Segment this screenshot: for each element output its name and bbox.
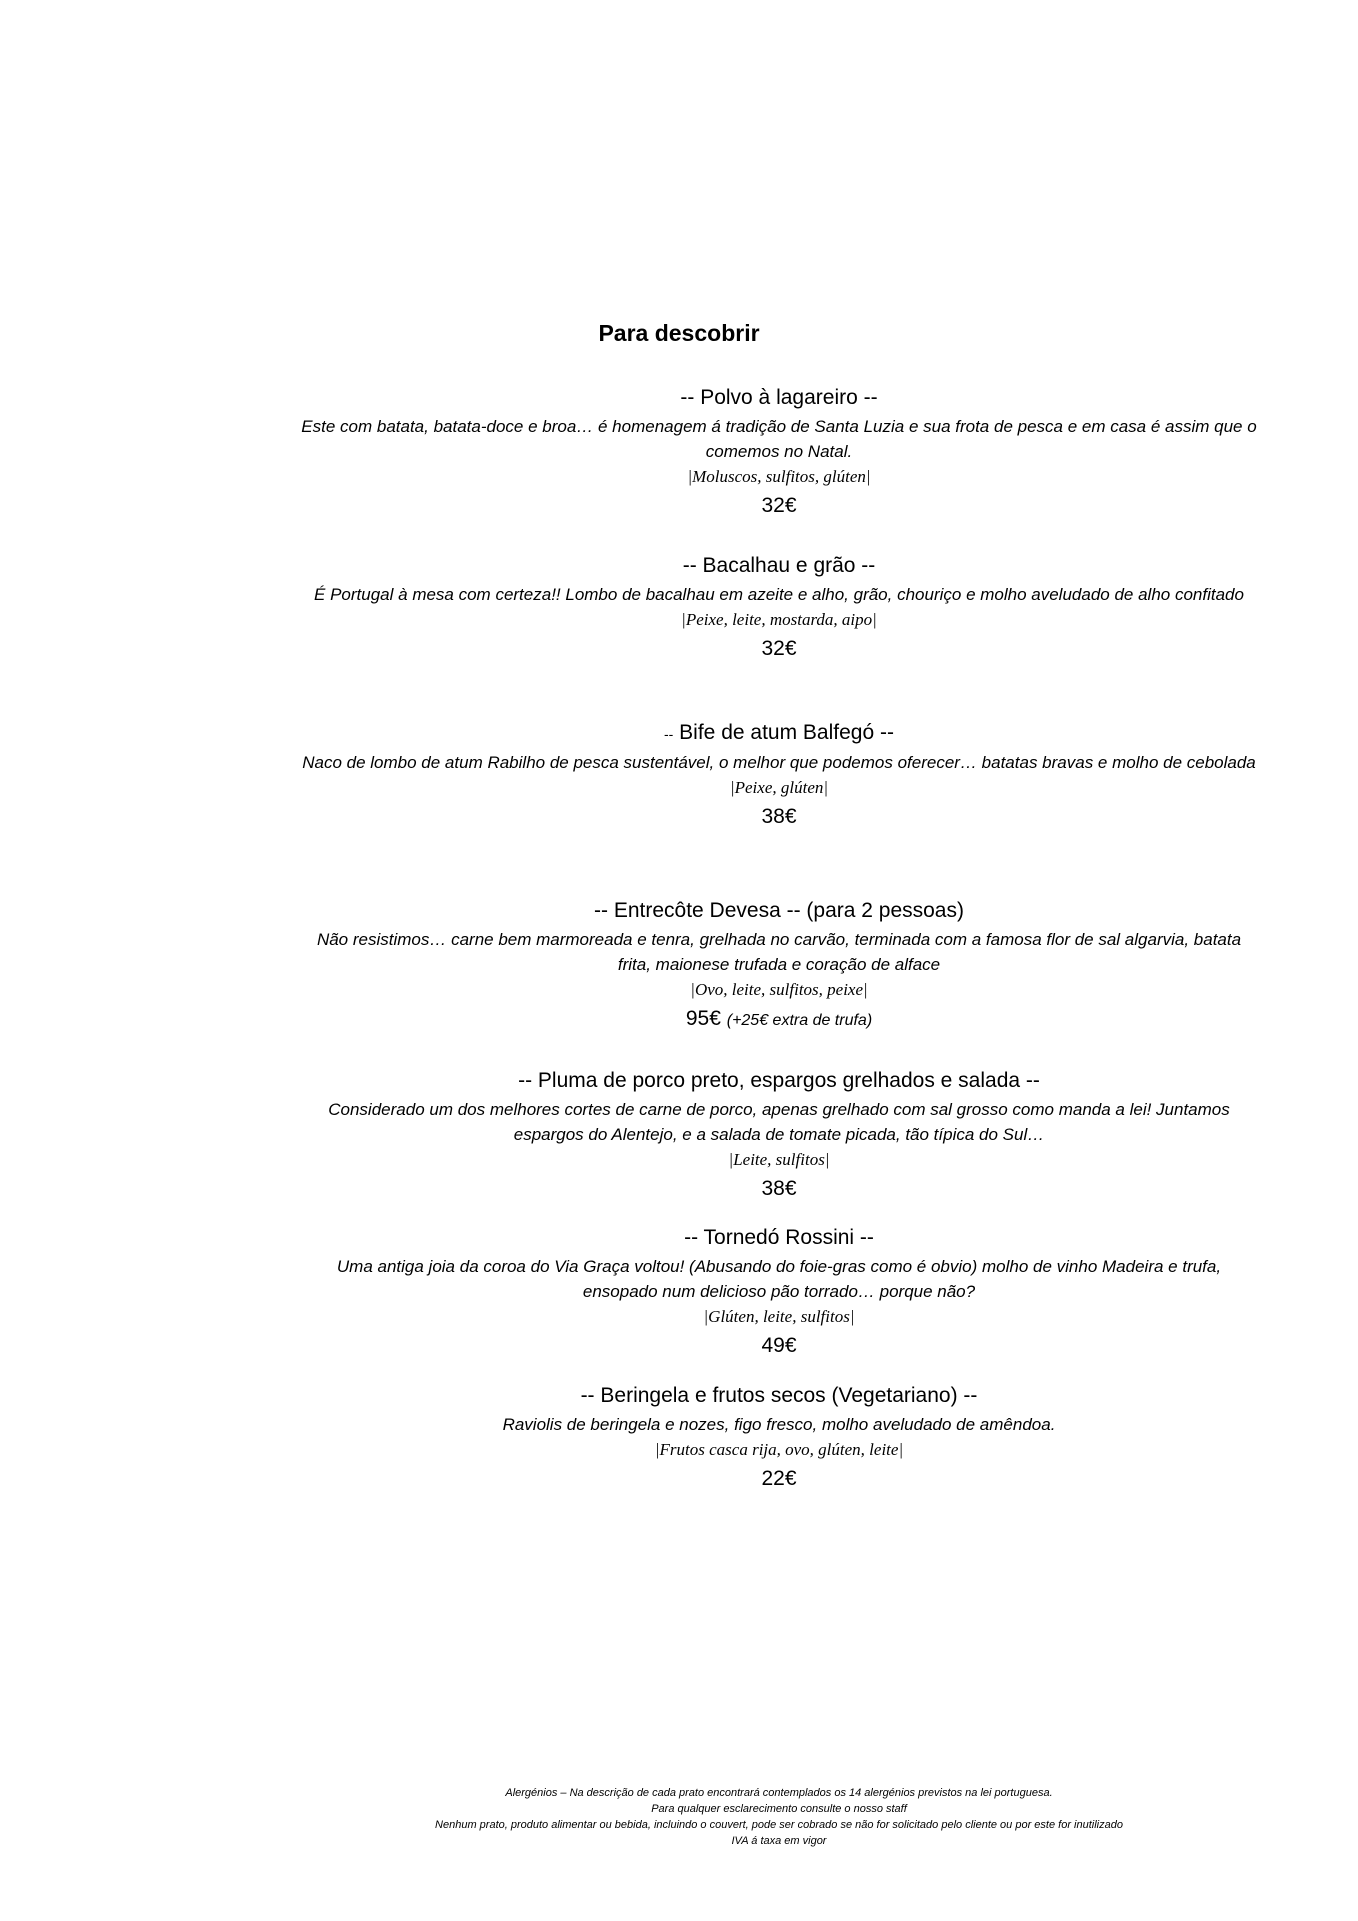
dish-allergens: |Ovo, leite, sulfitos, peixe| [690, 980, 868, 999]
dish-description: Este com batata, batata-doce e broa… é homenagem á tradição de Santa Luzia e sua frota de pesca e em casa é assim que o comemos no Natal. [301, 417, 1257, 461]
dish-description: Não resistimos… carne bem marmoreada e tenra, grelhada no carvão, terminada com a famosa flor de sal algarvia, batata frita, maionese trufada e coração de alface [316, 930, 1242, 974]
dish-price-note: (+25€ extra de trufa) [726, 1012, 873, 1029]
dish-allergens: |Leite, sulfitos| [728, 1150, 830, 1169]
dish-price: 38€ [761, 805, 797, 828]
dish-bacalhau [300, 552, 1258, 664]
dish-pluma [300, 1067, 1258, 1204]
dish-name: -- Bacalhau e grão -- [682, 554, 876, 577]
dish-price: 49€ [761, 1334, 797, 1357]
footer-couvert-note: Nenhum prato, produto alimentar ou bebida, incluindo o couvert, pode ser cobrado se não for solicitado pelo cliente ou por este for inutilizado [435, 1819, 1123, 1831]
dish-price-line [300, 1004, 1258, 1036]
dish-allergens: |Glúten, leite, sulfitos| [703, 1307, 855, 1326]
dish-description: É Portugal à mesa com certeza!! Lombo de bacalhau em azeite e alho, grão, chouriço e molho aveludado de alho confitado [314, 585, 1244, 604]
dish-price: 95€ [685, 1007, 721, 1030]
dish-price: 22€ [761, 1467, 797, 1490]
dish-allergens: |Moluscos, sulfitos, glúten| [687, 467, 871, 486]
dish-name: -- Beringela e frutos secos (Vegetariano) -- [580, 1384, 978, 1407]
dish-allergens: |Frutos casca rija, ovo, glúten, leite| [654, 1440, 904, 1459]
dish-atum [300, 719, 1258, 832]
dish-description: Uma antiga joia da coroa do Via Graça voltou! (Abusando do foie-gras como é obvio) molho de vinho Madeira e trufa, ensopado num delicioso pão torrado… porque não? [336, 1257, 1222, 1301]
section-title: Para descobrir [598, 320, 760, 346]
footer-staff-note: Para qualquer esclarecimento consulte o nosso staff [651, 1803, 907, 1815]
dish-polvo [300, 384, 1258, 521]
dish-tornedo [300, 1224, 1258, 1361]
dish-name-line [300, 719, 1258, 748]
dish-price: 38€ [761, 1177, 797, 1200]
footer-vat-note: IVA á taxa em vigor [731, 1835, 827, 1847]
dish-allergens: |Peixe, leite, mostarda, aipo| [681, 610, 877, 629]
dish-price: 32€ [761, 494, 797, 517]
dish-name: Bife de atum Balfegó -- [673, 721, 894, 744]
footer-notes [300, 1785, 1258, 1849]
dish-description: Naco de lombo de atum Rabilho de pesca sustentável, o melhor que podemos oferecer… batatas bravas e molho de cebolada [302, 753, 1256, 772]
dish-entrecote [300, 897, 1258, 1036]
dish-name: -- Entrecôte Devesa -- (para 2 pessoas) [594, 899, 964, 922]
footer-allergens-note: Alergénios – Na descrição de cada prato encontrará contemplados os 14 alergénios previstos na lei portuguesa. [505, 1787, 1053, 1799]
dish-allergens: |Peixe, glúten| [729, 778, 829, 797]
dish-name: -- Pluma de porco preto, espargos grelhados e salada -- [518, 1069, 1040, 1092]
dish-name-prefix: -- [664, 726, 674, 742]
dish-description: Considerado um dos melhores cortes de carne de porco, apenas grelhado com sal grosso como manda a lei! Juntamos espargos do Alentejo, e a salada de tomate picada, tão típica do Sul… [328, 1100, 1230, 1144]
dish-price: 32€ [761, 637, 797, 660]
dish-beringela [300, 1382, 1258, 1494]
dish-description: Raviolis de beringela e nozes, figo fresco, molho aveludado de amêndoa. [502, 1415, 1056, 1434]
dish-name: -- Tornedó Rossini -- [684, 1226, 874, 1249]
dish-name: -- Polvo à lagareiro -- [680, 386, 878, 409]
